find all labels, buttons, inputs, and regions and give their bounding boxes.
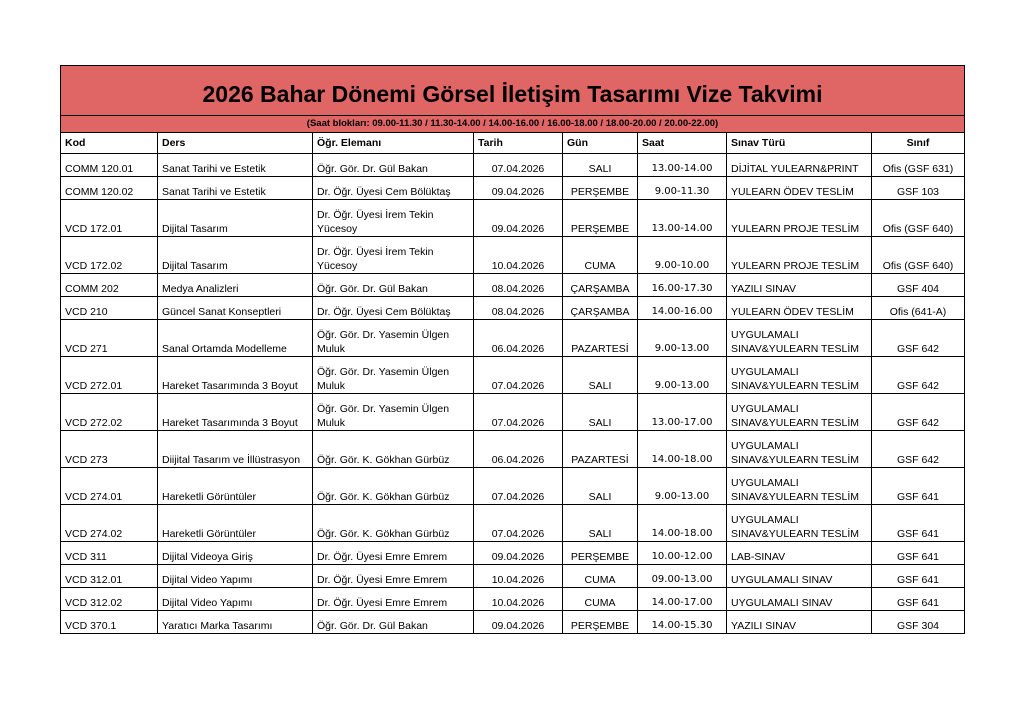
cell-gun: SALI (563, 154, 638, 177)
cell-gun: PAZARTESİ (563, 320, 638, 357)
table-row (61, 200, 965, 237)
table-row (61, 274, 965, 297)
cell-sinif: GSF 641 (872, 565, 965, 588)
cell-kod: VCD 272.01 (61, 357, 158, 394)
cell-ders: Hareket Tasarımında 3 Boyut (158, 357, 313, 394)
table-row (61, 588, 965, 611)
header-kod: Kod (61, 133, 158, 154)
cell-eleman: Öğr. Gör. K. Gökhan Gürbüz (313, 468, 474, 505)
cell-kod: COMM 120.02 (61, 177, 158, 200)
header-eleman: Öğr. Elemanı (313, 133, 474, 154)
cell-tur: YAZILI SINAV (727, 611, 872, 634)
cell-kod: VCD 172.01 (61, 200, 158, 237)
table-row (61, 468, 965, 505)
exam-schedule-table (60, 65, 965, 634)
cell-eleman: Dr. Öğr. Üyesi Cem Bölüktaş (313, 177, 474, 200)
cell-tur: DİJİTAL YULEARN&PRINT (727, 154, 872, 177)
cell-tur: UYGULAMALI SINAV&YULEARN TESLİM (727, 357, 872, 394)
cell-sinif: Ofis (GSF 640) (872, 237, 965, 274)
cell-ders: Dijital Video Yapımı (158, 588, 313, 611)
cell-ders: Sanat Tarihi ve Estetik (158, 177, 313, 200)
cell-sinif: GSF 304 (872, 611, 965, 634)
cell-tarih: 07.04.2026 (474, 468, 563, 505)
cell-tur: UYGULAMALI SINAV (727, 565, 872, 588)
cell-eleman: Öğr. Gör. Dr. Yasemin Ülgen Muluk (313, 394, 474, 431)
cell-tarih: 06.04.2026 (474, 431, 563, 468)
table-row (61, 542, 965, 565)
cell-tarih: 09.04.2026 (474, 177, 563, 200)
cell-saat: 09.00-13.00 (638, 565, 727, 588)
cell-eleman: Dr. Öğr. Üyesi Emre Emrem (313, 588, 474, 611)
cell-ders: Hareketli Görüntüler (158, 468, 313, 505)
cell-ders: Dijital Videoya Giriş (158, 542, 313, 565)
cell-sinif: GSF 642 (872, 357, 965, 394)
cell-gun: SALI (563, 394, 638, 431)
cell-tarih: 07.04.2026 (474, 394, 563, 431)
cell-tarih: 10.04.2026 (474, 565, 563, 588)
cell-tur: UYGULAMALI SINAV&YULEARN TESLİM (727, 320, 872, 357)
cell-kod: VCD 172.02 (61, 237, 158, 274)
cell-saat: 9.00-11.30 (638, 177, 727, 200)
cell-gun: ÇARŞAMBA (563, 274, 638, 297)
cell-tarih: 10.04.2026 (474, 237, 563, 274)
cell-tarih: 09.04.2026 (474, 542, 563, 565)
cell-sinif: GSF 641 (872, 468, 965, 505)
cell-ders: Sanal Ortamda Modelleme (158, 320, 313, 357)
cell-saat: 14.00-18.00 (638, 505, 727, 542)
cell-saat: 14.00-15.30 (638, 611, 727, 634)
cell-saat: 9.00-13.00 (638, 468, 727, 505)
table-row (61, 565, 965, 588)
cell-saat: 13.00-14.00 (638, 200, 727, 237)
cell-kod: VCD 271 (61, 320, 158, 357)
cell-tarih: 09.04.2026 (474, 611, 563, 634)
cell-tarih: 07.04.2026 (474, 154, 563, 177)
cell-tur: YULEARN PROJE TESLİM (727, 237, 872, 274)
cell-tur: YULEARN ÖDEV TESLİM (727, 297, 872, 320)
cell-gun: CUMA (563, 565, 638, 588)
table-row (61, 611, 965, 634)
cell-sinif: GSF 641 (872, 542, 965, 565)
cell-eleman: Dr. Öğr. Üyesi Emre Emrem (313, 542, 474, 565)
cell-sinif: Ofis (641-A) (872, 297, 965, 320)
table-row (61, 154, 965, 177)
cell-saat: 14.00-16.00 (638, 297, 727, 320)
cell-saat: 13.00-17.00 (638, 394, 727, 431)
cell-tarih: 06.04.2026 (474, 320, 563, 357)
cell-saat: 16.00-17.30 (638, 274, 727, 297)
header-saat: Saat (638, 133, 727, 154)
cell-kod: VCD 370.1 (61, 611, 158, 634)
cell-tur: UYGULAMALI SINAV&YULEARN TESLİM (727, 505, 872, 542)
cell-tur: UYGULAMALI SINAV&YULEARN TESLİM (727, 431, 872, 468)
cell-ders: Hareketli Görüntüler (158, 505, 313, 542)
cell-ders: Güncel Sanat Konseptleri (158, 297, 313, 320)
cell-sinif: GSF 642 (872, 394, 965, 431)
table-row (61, 297, 965, 320)
cell-gun: CUMA (563, 588, 638, 611)
cell-kod: VCD 272.02 (61, 394, 158, 431)
cell-ders: Medya Analizleri (158, 274, 313, 297)
cell-tur: UYGULAMALI SINAV (727, 588, 872, 611)
table-row (61, 394, 965, 431)
cell-eleman: Dr. Öğr. Üyesi Cem Bölüktaş (313, 297, 474, 320)
cell-gun: PAZARTESİ (563, 431, 638, 468)
cell-saat: 9.00-10.00 (638, 237, 727, 274)
cell-tur: YAZILI SINAV (727, 274, 872, 297)
cell-sinif: Ofis (GSF 631) (872, 154, 965, 177)
table-row (61, 320, 965, 357)
table-row (61, 357, 965, 394)
cell-kod: VCD 273 (61, 431, 158, 468)
table-row (61, 431, 965, 468)
header-tarih: Tarih (474, 133, 563, 154)
cell-tarih: 07.04.2026 (474, 357, 563, 394)
cell-eleman: Öğr. Gör. Dr. Gül Bakan (313, 154, 474, 177)
cell-kod: VCD 210 (61, 297, 158, 320)
cell-ders: Dijital Video Yapımı (158, 565, 313, 588)
cell-eleman: Öğr. Gör. Dr. Yasemin Ülgen Muluk (313, 357, 474, 394)
cell-saat: 14.00-18.00 (638, 431, 727, 468)
cell-ders: Sanat Tarihi ve Estetik (158, 154, 313, 177)
exam-schedule-sheet (60, 65, 964, 634)
page-title: 2026 Bahar Dönemi Görsel İletişim Tasarımı Vize Takvimi (61, 66, 965, 116)
cell-ders: Hareket Tasarımında 3 Boyut (158, 394, 313, 431)
cell-tur: YULEARN PROJE TESLİM (727, 200, 872, 237)
cell-gun: ÇARŞAMBA (563, 297, 638, 320)
header-ders: Ders (158, 133, 313, 154)
cell-gun: PERŞEMBE (563, 542, 638, 565)
cell-eleman: Dr. Öğr. Üyesi İrem Tekin Yücesoy (313, 200, 474, 237)
cell-eleman: Öğr. Gör. K. Gökhan Gürbüz (313, 505, 474, 542)
header-gun: Gün (563, 133, 638, 154)
cell-sinif: GSF 404 (872, 274, 965, 297)
cell-saat: 9.00-13.00 (638, 320, 727, 357)
cell-gun: PERŞEMBE (563, 177, 638, 200)
cell-gun: PERŞEMBE (563, 200, 638, 237)
cell-eleman: Öğr. Gör. Dr. Gül Bakan (313, 274, 474, 297)
header-sinif: Sınıf (872, 133, 965, 154)
cell-tur: LAB-SINAV (727, 542, 872, 565)
cell-tarih: 08.04.2026 (474, 297, 563, 320)
cell-eleman: Öğr. Gör. K. Gökhan Gürbüz (313, 431, 474, 468)
cell-eleman: Öğr. Gör. Dr. Yasemin Ülgen Muluk (313, 320, 474, 357)
cell-kod: VCD 311 (61, 542, 158, 565)
table-row (61, 177, 965, 200)
cell-tur: YULEARN ÖDEV TESLİM (727, 177, 872, 200)
table-row (61, 505, 965, 542)
cell-sinif: Ofis (GSF 640) (872, 200, 965, 237)
cell-sinif: GSF 641 (872, 588, 965, 611)
cell-gun: SALI (563, 505, 638, 542)
cell-gun: PERŞEMBE (563, 611, 638, 634)
cell-tarih: 09.04.2026 (474, 200, 563, 237)
cell-sinif: GSF 642 (872, 320, 965, 357)
cell-sinif: GSF 641 (872, 505, 965, 542)
cell-saat: 10.00-12.00 (638, 542, 727, 565)
cell-eleman: Öğr. Gör. Dr. Gül Bakan (313, 611, 474, 634)
cell-saat: 13.00-14.00 (638, 154, 727, 177)
cell-gun: SALI (563, 468, 638, 505)
cell-kod: VCD 312.01 (61, 565, 158, 588)
time-blocks-subtitle: (Saat blokları: 09.00-11.30 / 11.30-14.00 / 14.00-16.00 / 16.00-18.00 / 18.00-20.00 / 20.00-22.00) (61, 116, 965, 133)
cell-gun: SALI (563, 357, 638, 394)
cell-tur: UYGULAMALI SINAV&YULEARN TESLİM (727, 394, 872, 431)
cell-kod: VCD 312.02 (61, 588, 158, 611)
cell-eleman: Dr. Öğr. Üyesi İrem Tekin Yücesoy (313, 237, 474, 274)
cell-kod: COMM 202 (61, 274, 158, 297)
cell-tarih: 07.04.2026 (474, 505, 563, 542)
table-row (61, 237, 965, 274)
cell-sinif: GSF 642 (872, 431, 965, 468)
cell-gun: CUMA (563, 237, 638, 274)
cell-saat: 14.00-17.00 (638, 588, 727, 611)
cell-tur: UYGULAMALI SINAV&YULEARN TESLİM (727, 468, 872, 505)
cell-sinif: GSF 103 (872, 177, 965, 200)
cell-kod: VCD 274.01 (61, 468, 158, 505)
cell-eleman: Dr. Öğr. Üyesi Emre Emrem (313, 565, 474, 588)
header-tur: Sınav Türü (727, 133, 872, 154)
cell-kod: COMM 120.01 (61, 154, 158, 177)
cell-ders: Diijital Tasarım ve İllüstrasyon (158, 431, 313, 468)
table-header-row (61, 133, 965, 154)
cell-ders: Dijital Tasarım (158, 200, 313, 237)
cell-ders: Dijital Tasarım (158, 237, 313, 274)
cell-saat: 9.00-13.00 (638, 357, 727, 394)
cell-tarih: 08.04.2026 (474, 274, 563, 297)
cell-kod: VCD 274.02 (61, 505, 158, 542)
cell-ders: Yaratıcı Marka Tasarımı (158, 611, 313, 634)
cell-tarih: 10.04.2026 (474, 588, 563, 611)
